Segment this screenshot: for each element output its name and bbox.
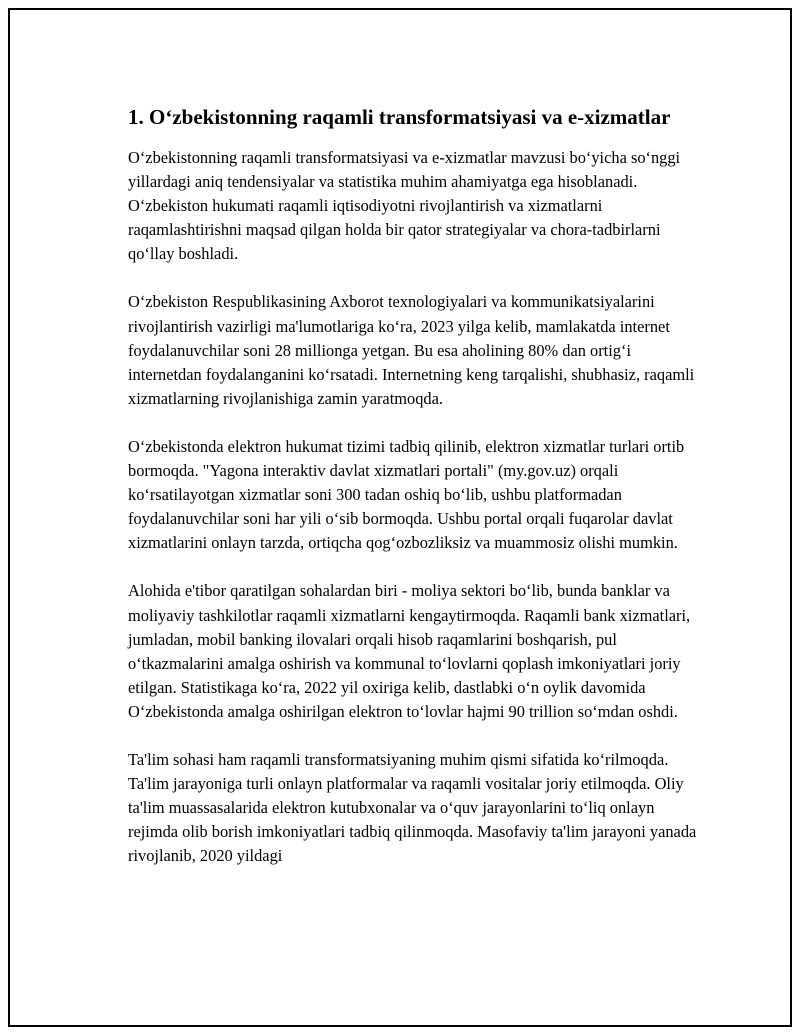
paragraph-e-government: O‘zbekistonda elektron hukumat tizimi tadbiq qilinib, elektron xizmatlar turlari ortib bormoqda. "Yagona interaktiv davlat xizmatlari portali" (my.gov.uz) orqali ko‘rsatilayotgan xizmatlar soni 300 tadan oshiq bo‘lib, ushbu platformadan foydalanuvchilar soni har yili o‘sib bormoqda. Ushbu portal orqali fuqarolar davlat xizmatlarini onlayn tarzda, ortiqcha qog‘ozbozliksiz va muammosiz olishi mumkin. (128, 436, 685, 553)
paragraph-internet-users: O‘zbekiston Respublikasining Axborot texnologiyalari va kommunikatsiyalarini rivojlantirish vazirligi ma'lumotlariga ko‘ra, 2023 yilga kelib, mamlakatda internet foydalanuvchilar soni 28 millionga yetgan. Bu esa aholining 80% dan ortig‘i internetdan foydalanganini ko‘rsatadi. Internetning keng tarqalishi, shubhasiz, raqamli xizmatlarning rivojlanishiga zamin yaratmoqda. (128, 292, 695, 408)
page-frame (8, 8, 792, 1027)
paragraph-finance: Alohida e'tibor qaratilgan sohalardan biri - moliya sektori bo‘lib, bunda banklar va moliyaviy tashkilotlar raqamli xizmatlarni kengaytirmoqda. Raqamli bank xizmatlari, jumladan, mobil banking ilovalari orqali hisob raqamlarini boshqarish, pul o‘tkazmalarini amalga oshirish va kommunal to‘lovlarni qoplash imkoniyatlari joriy etilgan. Statistikaga ko‘ra, 2022 yil oxiriga kelib, dastlabki o‘n oylik davomida O‘zbekistonda amalga oshirilgan elektron to‘lovlar hajmi 90 trillion so‘mdan oshdi. (128, 581, 691, 721)
paragraph-intro: O‘zbekistonning raqamli transformatsiyasi va e-xizmatlar mavzusi bo‘yicha so‘nggi yillardagi aniq tendensiyalar va statistika muhim ahamiyatga ega hisoblanadi. O‘zbekiston hukumati raqamli iqtisodiyotni rivojlantirish va xizmatlarni raqamlashtirishni maqsad qilgan holda bir qator strategiyalar va chora-tadbirlarni qo‘llay boshladi. (128, 148, 681, 264)
paragraph-education: Ta'lim sohasi ham raqamli transformatsiyaning muhim qismi sifatida ko‘rilmoqda. Ta'lim jarayoniga turli onlayn platformalar va raqamli vositalar joriy etilmoqda. Oliy ta'lim muassasalarida elektron kutubxonalar va o‘quv jarayonlarini to‘liq onlayn rejimda olib borish imkoniyatlari tadbiq qilinmoqda. Masofaviy ta'lim jarayoni yanada rivojlanib, 2020 yildagi (128, 749, 697, 866)
section-heading: 1. O‘zbekistonning raqamli transformatsiyasi va e-xizmatlar (128, 105, 671, 129)
document-body (128, 102, 708, 892)
